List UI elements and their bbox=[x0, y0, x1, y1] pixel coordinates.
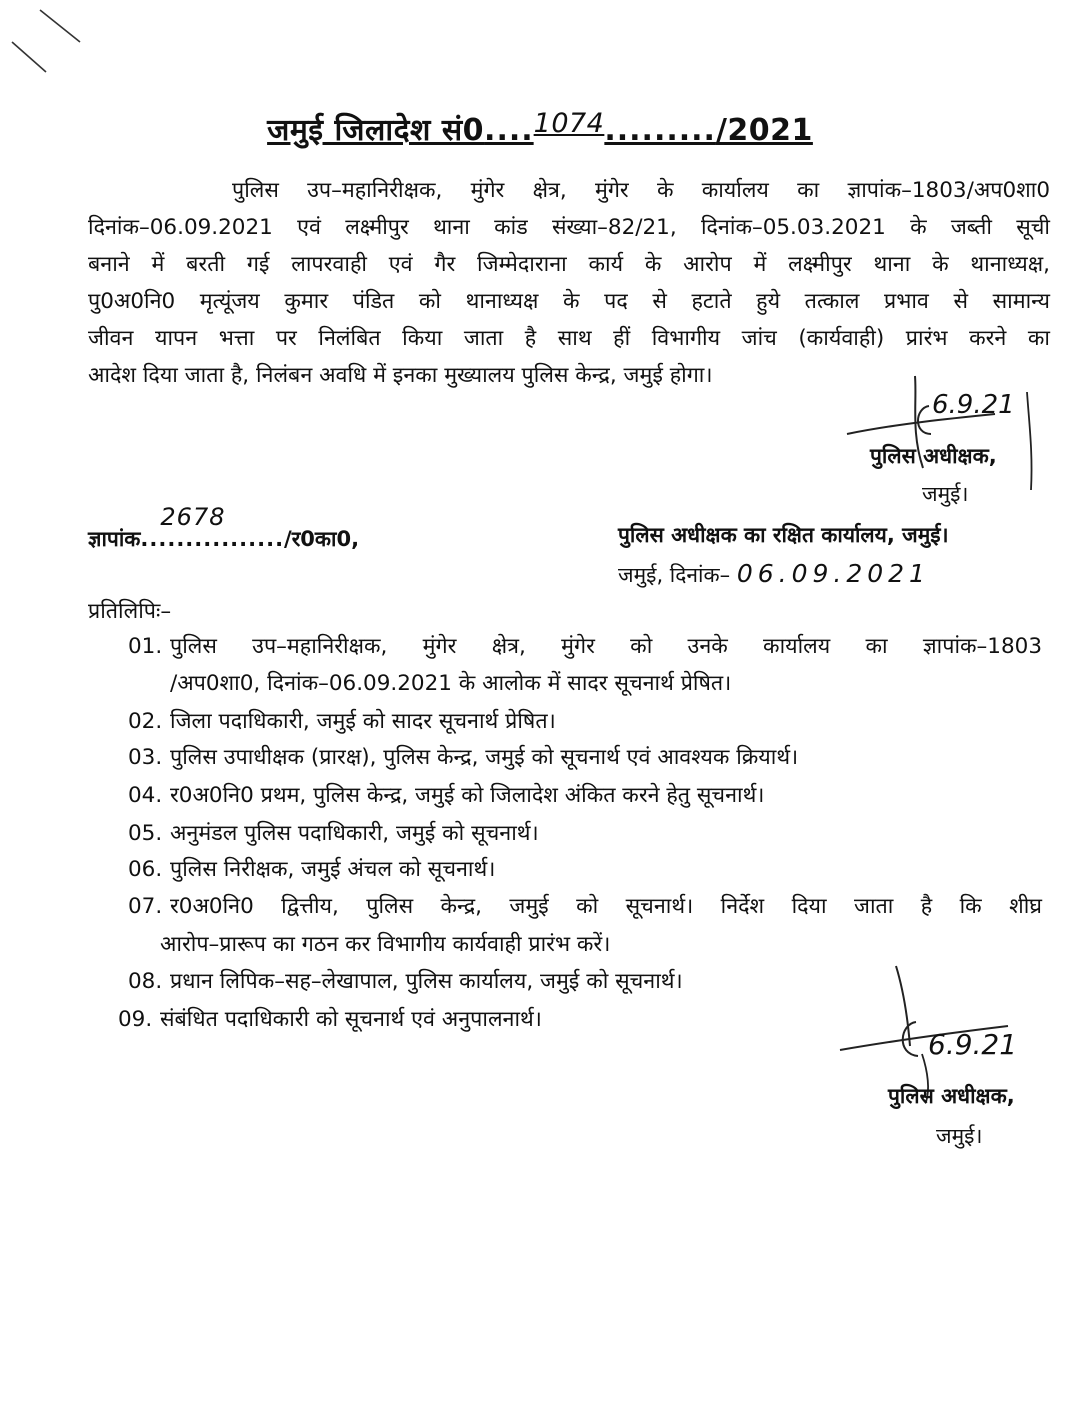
title-dots-right: ......... bbox=[604, 113, 716, 148]
copy-item-01-cont: /अप0शा0, दिनांक–06.09.2021 के आलोक में सादर सूचनार्थ प्रेषित। bbox=[170, 671, 732, 696]
copy-item-01 bbox=[128, 630, 1042, 664]
body-line-2: दिनांक–06.09.2021 एवं लक्ष्मीपुर थाना कांड संख्या–82/21, दिनांक–05.03.2021 के जब्ती सूची bbox=[88, 215, 1050, 240]
signature-1-date: 6.9.21 bbox=[932, 390, 1015, 420]
signature-1-place: जमुई। bbox=[922, 482, 969, 506]
item-number: 01. bbox=[128, 634, 163, 659]
copy-item-06 bbox=[128, 853, 495, 887]
body-line-1: पुलिस उप–महानिरीक्षक, मुंगेर क्षेत्र, मुंगेर के कार्यालय का ज्ञापांक–1803/अप0शा0 bbox=[232, 178, 1050, 203]
title-dots-left: .... bbox=[484, 113, 534, 148]
memo-date-handwritten: 06.09.2021 bbox=[736, 559, 930, 588]
item-text: पुलिस निरीक्षक, जमुई अंचल को सूचनार्थ। bbox=[170, 857, 496, 882]
copy-to-heading: प्रतिलिपिः– bbox=[88, 599, 172, 624]
memo-prefix: ज्ञापांक bbox=[88, 527, 141, 551]
body-line-4: पु0अ0नि0 मृत्यूंजय कुमार पंडित को थानाध्यक्ष के पद से हटाते हुये तत्काल प्रभाव से सामान्य bbox=[88, 289, 1050, 314]
copy-item-08 bbox=[128, 965, 683, 999]
item-text: अनुमंडल पुलिस पदाधिकारी, जमुई को सूचनार्थ। bbox=[170, 821, 539, 846]
title-suffix: /2021 bbox=[715, 113, 813, 148]
memo-suffix: /र0का0, bbox=[284, 527, 360, 551]
item-number: 06. bbox=[128, 857, 163, 882]
order-number-handwritten: 1074 bbox=[533, 108, 605, 139]
copy-item-03 bbox=[128, 741, 798, 775]
copy-item-07 bbox=[128, 890, 1042, 924]
signature-2-place: जमुई। bbox=[936, 1124, 983, 1148]
body-line-3: बनाने में बरती गई लापरवाही एवं गैर जिम्मेदाराना कार्य के आरोप में लक्ष्मीपुर थाना के थानाध्यक्ष, bbox=[88, 252, 1050, 277]
title-prefix: जमुई जिलादेश सं0 bbox=[267, 113, 485, 148]
item-number: 05. bbox=[128, 821, 163, 846]
memo-date bbox=[618, 559, 930, 589]
item-text: र0अ0नि0 प्रथम, पुलिस केन्द्र, जमुई को जिलादेश अंकित करने हेतु सूचनार्थ। bbox=[170, 783, 765, 808]
body-line-5: जीवन यापन भत्ता पर निलंबित किया जाता है साथ हीं विभागीय जांच (कार्यवाही) प्रारंभ करने का bbox=[88, 326, 1050, 351]
item-number: 07. bbox=[128, 894, 163, 919]
copy-item-02 bbox=[128, 705, 556, 739]
item-text: पुलिस उप–महानिरीक्षक, मुंगेर क्षेत्र, मुंगेर को उनके कार्यालय का ज्ञापांक–1803 bbox=[170, 634, 1042, 659]
item-text: प्रधान लिपिक–सह–लेखापाल, पुलिस कार्यालय, जमुई को सूचनार्थ। bbox=[170, 969, 683, 994]
copy-item-04 bbox=[128, 779, 764, 813]
memo-number bbox=[88, 503, 360, 553]
memo-office: पुलिस अधीक्षक का रक्षित कार्यालय, जमुई। bbox=[618, 523, 949, 547]
signature-2-designation: पुलिस अधीक्षक, bbox=[888, 1084, 1015, 1108]
item-number: 08. bbox=[128, 969, 163, 994]
memo-dots: ................ 2678 bbox=[140, 503, 285, 551]
corner-pen-marks bbox=[0, 0, 90, 80]
signature-1-designation: पुलिस अधीक्षक, bbox=[870, 444, 997, 468]
item-text: जिला पदाधिकारी, जमुई को सादर सूचनार्थ प्रेषित। bbox=[170, 709, 556, 734]
memo-date-prefix: जमुई, दिनांक– bbox=[618, 563, 731, 587]
order-title bbox=[0, 108, 1080, 149]
signature-2-date: 6.9.21 bbox=[928, 1028, 1018, 1061]
item-number: 04. bbox=[128, 783, 163, 808]
body-line-6: आदेश दिया जाता है, निलंबन अवधि में इनका मुख्यालय पुलिस केन्द्र, जमुई होगा। bbox=[88, 363, 713, 388]
item-number: 09. bbox=[118, 1007, 153, 1032]
copy-item-09 bbox=[118, 1003, 542, 1037]
item-text: र0अ0नि0 द्वित्तीय, पुलिस केन्द्र, जमुई को सूचनार्थ। निर्देश दिया जाता है कि शीघ्र bbox=[170, 894, 1042, 919]
item-number: 03. bbox=[128, 745, 163, 770]
item-text: संबंधित पदाधिकारी को सूचनार्थ एवं अनुपालनार्थ। bbox=[160, 1007, 542, 1032]
copy-item-05 bbox=[128, 817, 539, 851]
item-text: पुलिस उपाधीक्षक (प्रारक्ष), पुलिस केन्द्र, जमुई को सूचनार्थ एवं आवश्यक क्रियार्थ। bbox=[170, 745, 799, 770]
item-number: 02. bbox=[128, 709, 163, 734]
memo-number-handwritten: 2678 bbox=[160, 503, 226, 531]
copy-item-07-cont: आरोप–प्रारूप का गठन कर विभागीय कार्यवाही प्रारंभ करें। bbox=[160, 932, 611, 957]
